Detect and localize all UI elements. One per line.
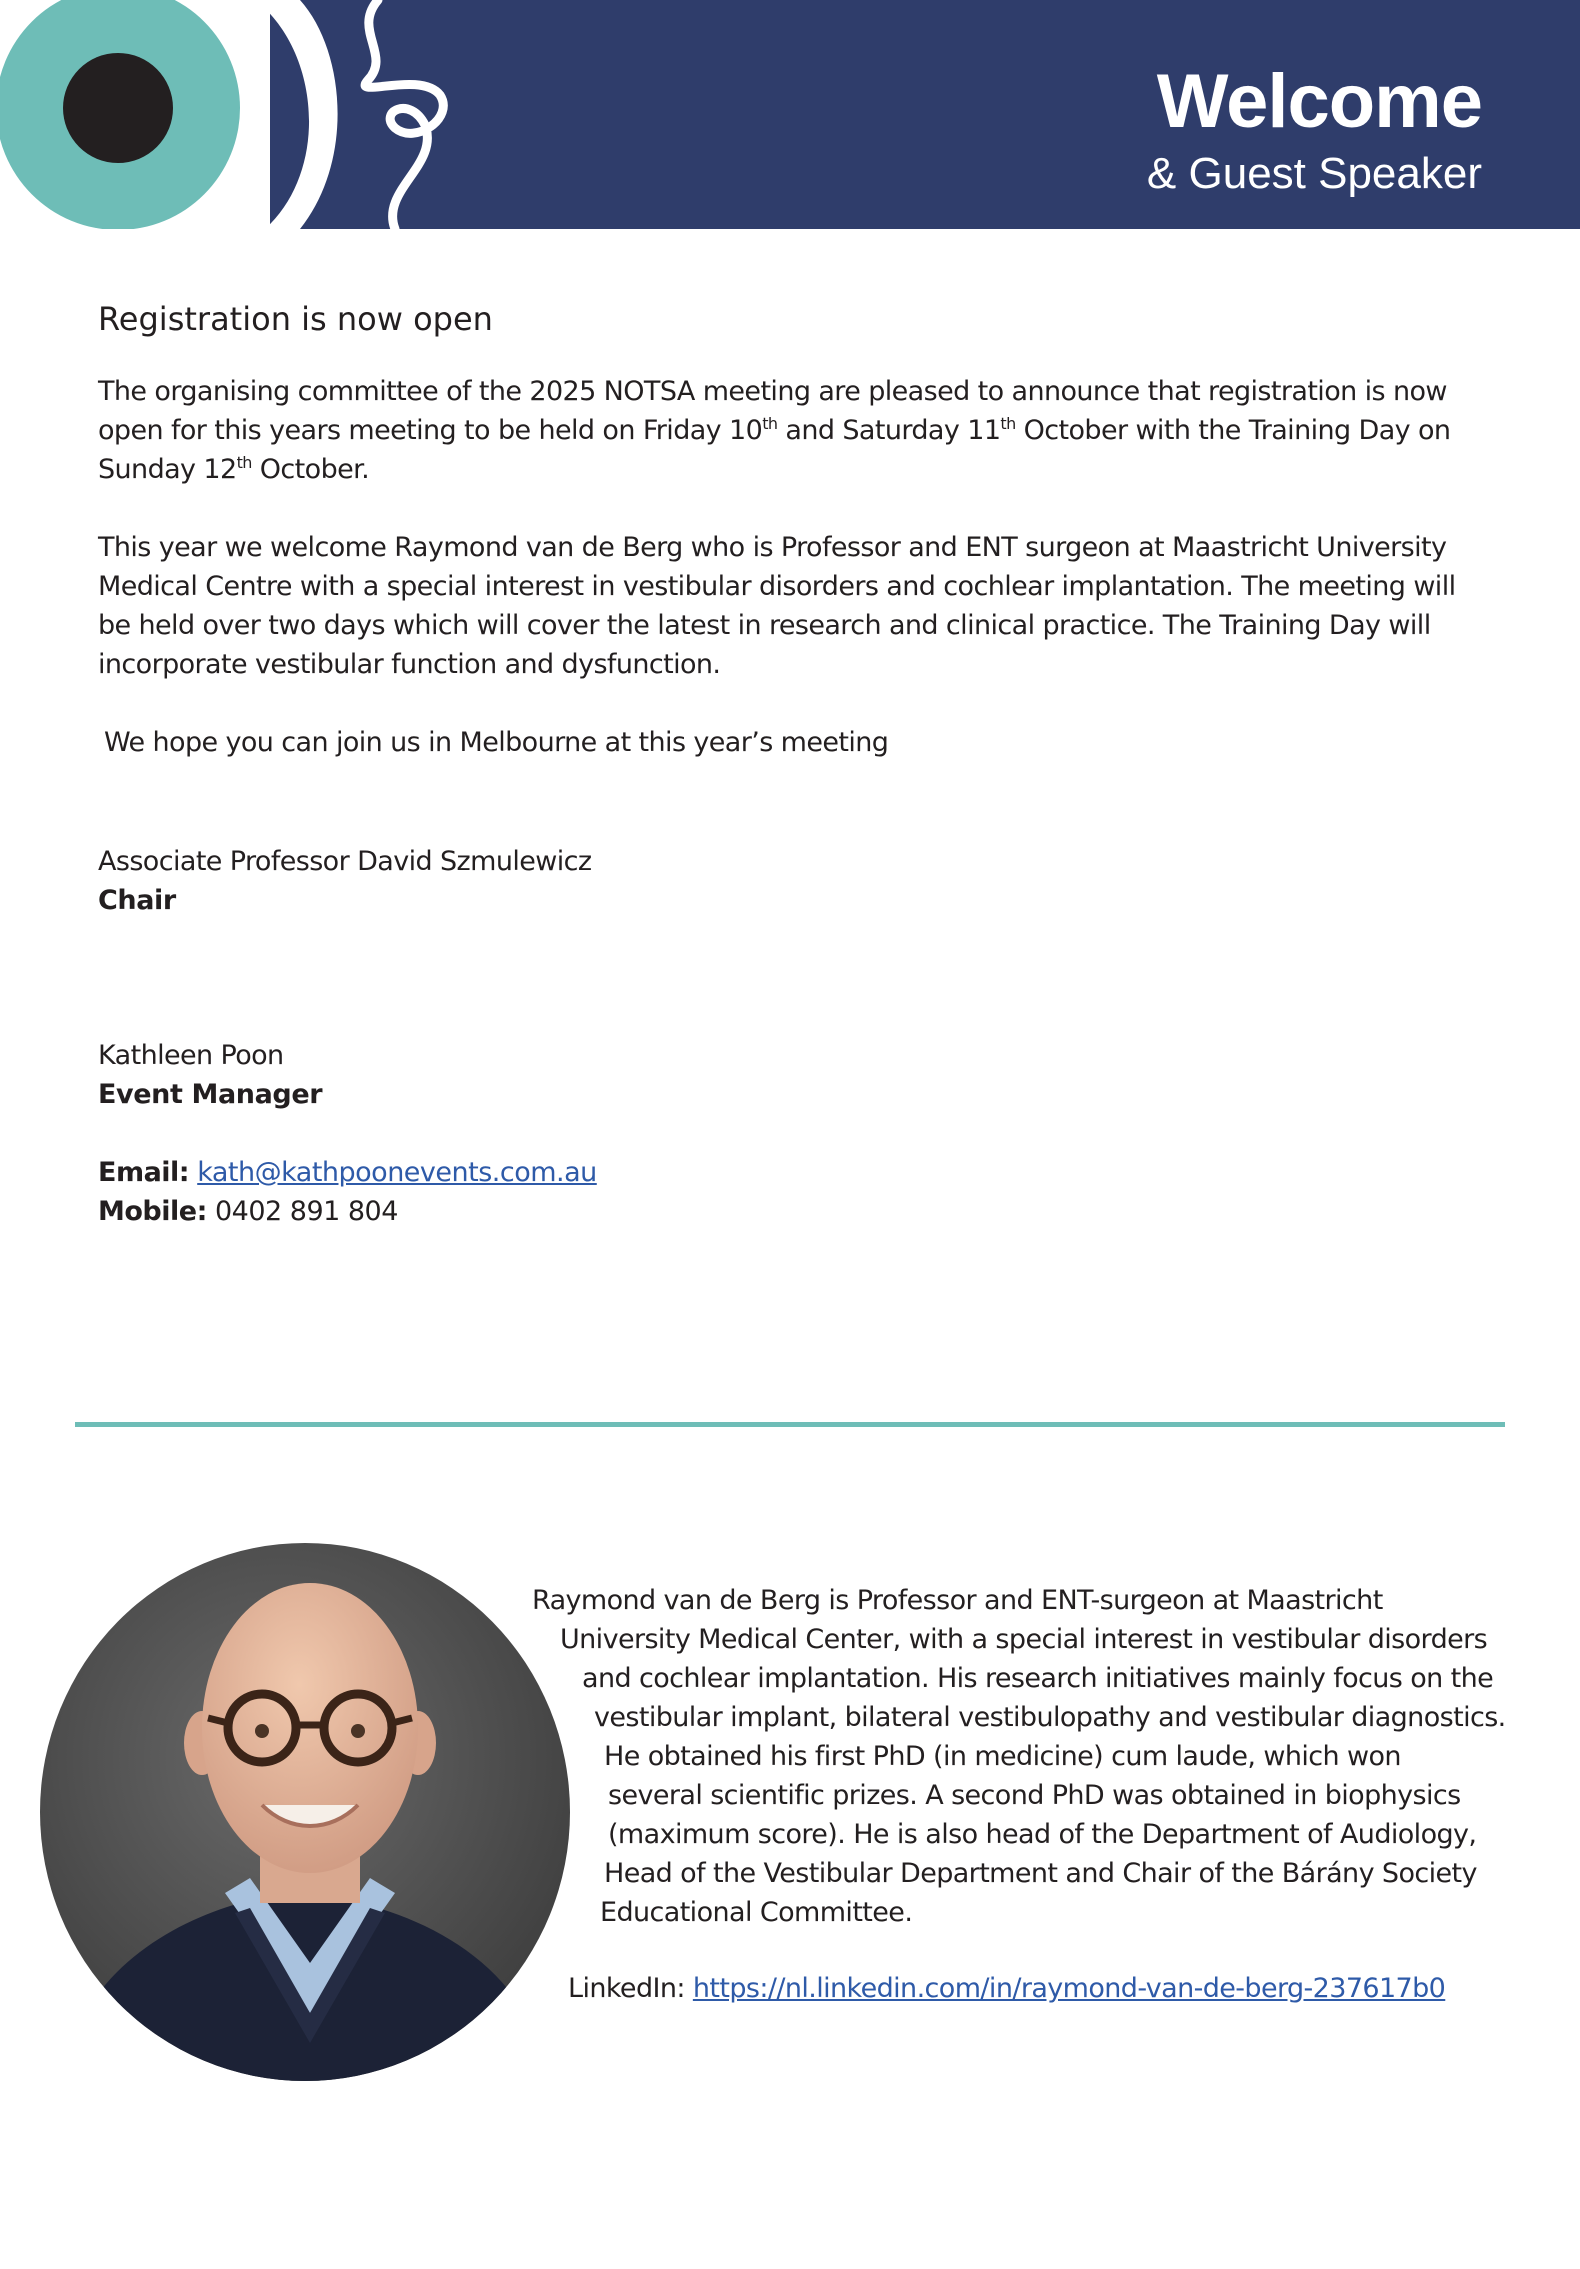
- signatory-role: Event Manager: [98, 1079, 323, 1111]
- bio-line: University Medical Center, with a special interest in vestibular disorders: [560, 1624, 1488, 1655]
- bio-line: (maximum score). He is also head of the Department of Audiology,: [608, 1819, 1477, 1850]
- section-heading: Registration is now open: [98, 300, 493, 338]
- section-divider: [75, 1422, 1505, 1427]
- mobile-number: 0402 891 804: [214, 1196, 398, 1228]
- p1-sup-2: th: [1000, 414, 1016, 434]
- page-subtitle: & Guest Speaker: [1146, 149, 1482, 198]
- signatory-event-manager: [98, 1036, 1458, 1114]
- signatory-chair: [98, 842, 1458, 920]
- closing-line: We hope you can join us in Melbourne at this year’s meeting: [104, 727, 889, 759]
- email-link[interactable]: kath@kathpoonevents.com.au: [197, 1157, 597, 1189]
- p1-text-b: and Saturday 11: [777, 415, 1001, 447]
- linkedin-label: LinkedIn:: [568, 1973, 685, 2004]
- email-label: Email:: [98, 1157, 190, 1189]
- signatory-name: Kathleen Poon: [98, 1040, 284, 1072]
- email-line: [98, 1153, 1458, 1192]
- p1-text-d: October.: [251, 454, 370, 486]
- signatory-name: Associate Professor David Szmulewicz: [98, 846, 592, 878]
- mobile-line: [98, 1192, 1458, 1231]
- bio-line: He obtained his first PhD (in medicine) cum laude, which won: [604, 1741, 1401, 1772]
- p1-text-a: The organising committee of the 2025 NOTSA meeting are pleased to announce that registration is now open for this years meeting to be held on Friday 10: [98, 376, 1447, 447]
- page-title: Welcome: [1156, 59, 1482, 144]
- header-banner: [0, 0, 1580, 229]
- p1-text-c: October with the Training Day on Sunday 12: [98, 415, 1451, 486]
- mobile-label: Mobile:: [98, 1196, 207, 1228]
- bio-line: and cochlear implantation. His research initiatives mainly focus on the: [582, 1663, 1494, 1694]
- speaker-photo: [40, 1543, 570, 2081]
- p1-sup-3: th: [236, 453, 252, 473]
- intro-paragraph-1: [98, 372, 1458, 489]
- bio-line: Raymond van de Berg is Professor and ENT-surgeon at Maastricht: [532, 1585, 1383, 1616]
- intro-paragraph-2: This year we welcome Raymond van de Berg who is Professor and ENT surgeon at Maastricht University Medical Centre with a special interest in vestibular disorders and cochlear implantation. The meeting will be held over two days which will cover the latest in research and clinical practice. The Training Day will incorporate vestibular function and dysfunction.: [98, 532, 1456, 681]
- dark-pupil: [63, 53, 173, 163]
- bio-line: Head of the Vestibular Department and Chair of the Bárány Society: [604, 1858, 1477, 1889]
- bio-line: Educational Committee.: [600, 1897, 913, 1928]
- bio-line: vestibular implant, bilateral vestibulopathy and vestibular diagnostics.: [594, 1702, 1506, 1733]
- signatory-role: Chair: [98, 885, 176, 917]
- speaker-portrait: [40, 1543, 570, 2081]
- speaker-bio: [530, 1581, 1530, 1932]
- linkedin-line: [568, 1969, 1445, 2008]
- bio-line: several scientific prizes. A second PhD was obtained in biophysics: [608, 1780, 1461, 1811]
- intro-section: [98, 300, 1458, 1231]
- linkedin-link[interactable]: https://nl.linkedin.com/in/raymond-van-de-berg-237617b0: [692, 1973, 1446, 2004]
- p1-sup-1: th: [762, 414, 778, 434]
